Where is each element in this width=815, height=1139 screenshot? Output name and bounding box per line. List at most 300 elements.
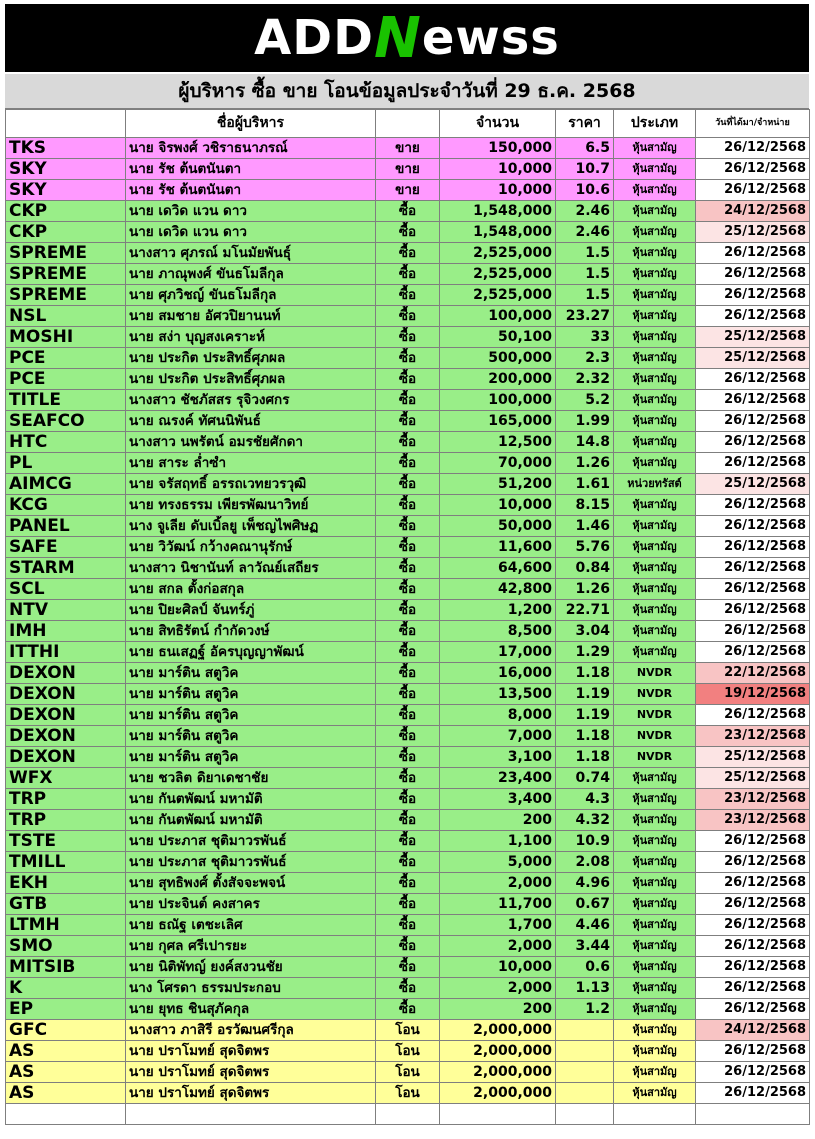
cell-symbol: NTV xyxy=(6,600,126,621)
empty-cell xyxy=(556,1104,614,1125)
header-name: ชื่อผู้บริหาร xyxy=(126,110,376,138)
header-amount: จำนวน xyxy=(440,110,556,138)
cell-date: 23/12/2568 xyxy=(696,789,810,810)
cell-action: ซื้อ xyxy=(376,516,440,537)
cell-amount: 50,100 xyxy=(440,327,556,348)
cell-price: 0.74 xyxy=(556,768,614,789)
cell-price: 2.3 xyxy=(556,348,614,369)
table-row xyxy=(6,747,810,768)
table-row xyxy=(6,222,810,243)
cell-type: หุ้นสามัญ xyxy=(614,1041,696,1062)
cell-price: 23.27 xyxy=(556,306,614,327)
cell-amount: 3,400 xyxy=(440,789,556,810)
header-price: ราคา xyxy=(556,110,614,138)
cell-symbol: K xyxy=(6,978,126,999)
cell-name: นาย ปราโมทย์ สุดจิตพร xyxy=(126,1062,376,1083)
cell-date: 26/12/2568 xyxy=(696,432,810,453)
table-row xyxy=(6,159,810,180)
cell-price: 0.6 xyxy=(556,957,614,978)
empty-cell xyxy=(440,1104,556,1125)
cell-amount: 8,000 xyxy=(440,705,556,726)
cell-price: 0.67 xyxy=(556,894,614,915)
cell-symbol: TITLE xyxy=(6,390,126,411)
cell-type: หุ้นสามัญ xyxy=(614,432,696,453)
cell-price: 14.8 xyxy=(556,432,614,453)
cell-action: ซื้อ xyxy=(376,873,440,894)
cell-date: 26/12/2568 xyxy=(696,642,810,663)
table-row xyxy=(6,1083,810,1104)
cell-date: 26/12/2568 xyxy=(696,957,810,978)
cell-type: หุ้นสามัญ xyxy=(614,1083,696,1104)
cell-price: 4.96 xyxy=(556,873,614,894)
cell-action: ซื้อ xyxy=(376,369,440,390)
cell-symbol: EP xyxy=(6,999,126,1020)
table-row xyxy=(6,978,810,999)
cell-name: นาย ประกิต ประสิทธิ์ศุภผล xyxy=(126,348,376,369)
cell-name: นาง จูเลีย ดับเบิ้ลยู เพ็ชญไพศิษฏ xyxy=(126,516,376,537)
cell-name: นาย ชวลิต ดิยาเดชาชัย xyxy=(126,768,376,789)
cell-symbol: SCL xyxy=(6,579,126,600)
cell-symbol: DEXON xyxy=(6,726,126,747)
cell-action: ซื้อ xyxy=(376,684,440,705)
cell-symbol: AS xyxy=(6,1083,126,1104)
cell-price: 2.46 xyxy=(556,201,614,222)
empty-cell xyxy=(6,1104,126,1125)
cell-price: 2.46 xyxy=(556,222,614,243)
table-row xyxy=(6,600,810,621)
cell-date: 26/12/2568 xyxy=(696,915,810,936)
table-row xyxy=(6,1041,810,1062)
cell-price: 8.15 xyxy=(556,495,614,516)
cell-symbol: AS xyxy=(6,1062,126,1083)
cell-name: นาย นิติพัทญ์ ยงค์สงวนชัย xyxy=(126,957,376,978)
cell-price: 5.76 xyxy=(556,537,614,558)
cell-symbol: AS xyxy=(6,1041,126,1062)
cell-action: ซื้อ xyxy=(376,327,440,348)
cell-date: 26/12/2568 xyxy=(696,516,810,537)
cell-type: NVDR xyxy=(614,747,696,768)
cell-name: นาย รัช ต้นตนันตา xyxy=(126,180,376,201)
cell-amount: 12,500 xyxy=(440,432,556,453)
cell-date: 26/12/2568 xyxy=(696,264,810,285)
cell-type: หุ้นสามัญ xyxy=(614,999,696,1020)
table-row xyxy=(6,768,810,789)
cell-name: นาย มาร์ติน สตูวิค xyxy=(126,663,376,684)
cell-type: หุ้นสามัญ xyxy=(614,453,696,474)
cell-amount: 8,500 xyxy=(440,621,556,642)
cell-date: 23/12/2568 xyxy=(696,810,810,831)
cell-date: 24/12/2568 xyxy=(696,201,810,222)
cell-date: 26/12/2568 xyxy=(696,978,810,999)
table-row xyxy=(6,705,810,726)
cell-symbol: SKY xyxy=(6,159,126,180)
cell-symbol: CKP xyxy=(6,201,126,222)
cell-price: 3.44 xyxy=(556,936,614,957)
cell-type: หุ้นสามัญ xyxy=(614,936,696,957)
cell-type: หุ้นสามัญ xyxy=(614,852,696,873)
cell-name: นาย ยุทธ ชินสุภัคกุล xyxy=(126,999,376,1020)
table-row xyxy=(6,684,810,705)
cell-action: ซื้อ xyxy=(376,201,440,222)
cell-symbol: NSL xyxy=(6,306,126,327)
cell-name: นาย กันตพัฒน์ มหามัติ xyxy=(126,789,376,810)
cell-date: 25/12/2568 xyxy=(696,474,810,495)
cell-symbol: SPREME xyxy=(6,264,126,285)
cell-amount: 1,200 xyxy=(440,600,556,621)
cell-price: 1.61 xyxy=(556,474,614,495)
cell-type: หุ้นสามัญ xyxy=(614,348,696,369)
cell-symbol: STARM xyxy=(6,558,126,579)
cell-action: โอน xyxy=(376,1020,440,1041)
table-row xyxy=(6,789,810,810)
cell-name: นาย กุศล ศรีเปารยะ xyxy=(126,936,376,957)
table-row xyxy=(6,1020,810,1041)
cell-date: 25/12/2568 xyxy=(696,747,810,768)
cell-price: 1.18 xyxy=(556,726,614,747)
empty-row xyxy=(6,1104,810,1125)
table-row xyxy=(6,474,810,495)
cell-action: ขาย xyxy=(376,159,440,180)
table-row xyxy=(6,936,810,957)
cell-amount: 100,000 xyxy=(440,306,556,327)
cell-action: ซื้อ xyxy=(376,495,440,516)
cell-amount: 2,000,000 xyxy=(440,1062,556,1083)
cell-price: 1.5 xyxy=(556,243,614,264)
cell-action: โอน xyxy=(376,1083,440,1104)
cell-type: หุ้นสามัญ xyxy=(614,957,696,978)
cell-amount: 2,000,000 xyxy=(440,1020,556,1041)
cell-symbol: DEXON xyxy=(6,663,126,684)
cell-name: นาย ปราโมทย์ สุดจิตพร xyxy=(126,1041,376,1062)
table-row xyxy=(6,957,810,978)
cell-symbol: KCG xyxy=(6,495,126,516)
cell-price: 1.46 xyxy=(556,516,614,537)
cell-date: 26/12/2568 xyxy=(696,369,810,390)
cell-date: 26/12/2568 xyxy=(696,243,810,264)
cell-date: 26/12/2568 xyxy=(696,159,810,180)
cell-symbol: TRP xyxy=(6,789,126,810)
cell-action: โอน xyxy=(376,1062,440,1083)
cell-action: ซื้อ xyxy=(376,537,440,558)
cell-action: ซื้อ xyxy=(376,768,440,789)
cell-price: 1.26 xyxy=(556,579,614,600)
table-row xyxy=(6,327,810,348)
cell-name: นาย ภาณุพงศ์ ขันธโมลีกุล xyxy=(126,264,376,285)
cell-date: 26/12/2568 xyxy=(696,285,810,306)
cell-symbol: EKH xyxy=(6,873,126,894)
cell-action: ซื้อ xyxy=(376,390,440,411)
table-row xyxy=(6,831,810,852)
cell-symbol: SKY xyxy=(6,180,126,201)
cell-action: ขาย xyxy=(376,180,440,201)
cell-name: นาย จรัสฤทธิ์ อรรถเวทยวรวุฒิ xyxy=(126,474,376,495)
cell-name: นาย ธนเสฏฐ์ อัครบุญญาพัฒน์ xyxy=(126,642,376,663)
cell-date: 26/12/2568 xyxy=(696,579,810,600)
cell-symbol: MITSIB xyxy=(6,957,126,978)
cell-name: นาย ธณัฐ เตชะเลิศ xyxy=(126,915,376,936)
cell-date: 26/12/2568 xyxy=(696,138,810,159)
empty-cell xyxy=(614,1104,696,1125)
cell-amount: 10,000 xyxy=(440,159,556,180)
table-row xyxy=(6,201,810,222)
cell-amount: 23,400 xyxy=(440,768,556,789)
page-title: ผู้บริหาร ซื้อ ขาย โอนข้อมูลประจำวันที่ 29 ธ.ค. 2568 xyxy=(5,74,809,109)
cell-price: 10.7 xyxy=(556,159,614,180)
cell-price: 1.29 xyxy=(556,642,614,663)
cell-price: 4.3 xyxy=(556,789,614,810)
cell-name: นางสาว ภาสิรี อรวัฒนศรีกุล xyxy=(126,1020,376,1041)
table-row xyxy=(6,915,810,936)
cell-date: 26/12/2568 xyxy=(696,621,810,642)
cell-amount: 2,525,000 xyxy=(440,243,556,264)
table-row xyxy=(6,138,810,159)
cell-symbol: SMO xyxy=(6,936,126,957)
cell-type: NVDR xyxy=(614,705,696,726)
cell-price xyxy=(556,1020,614,1041)
cell-date: 26/12/2568 xyxy=(696,411,810,432)
cell-amount: 11,700 xyxy=(440,894,556,915)
cell-amount: 1,700 xyxy=(440,915,556,936)
table-row xyxy=(6,348,810,369)
cell-action: ซื้อ xyxy=(376,579,440,600)
cell-symbol: HTC xyxy=(6,432,126,453)
cell-type: หุ้นสามัญ xyxy=(614,495,696,516)
cell-type: หุ้นสามัญ xyxy=(614,621,696,642)
cell-price xyxy=(556,1083,614,1104)
cell-type: หุ้นสามัญ xyxy=(614,558,696,579)
cell-date: 26/12/2568 xyxy=(696,453,810,474)
cell-symbol: LTMH xyxy=(6,915,126,936)
cell-type: หุ้นสามัญ xyxy=(614,264,696,285)
cell-name: นาย เดวิด แวน ดาว xyxy=(126,201,376,222)
cell-price: 1.18 xyxy=(556,747,614,768)
table-row xyxy=(6,642,810,663)
cell-date: 25/12/2568 xyxy=(696,327,810,348)
cell-date: 26/12/2568 xyxy=(696,390,810,411)
cell-symbol: TRP xyxy=(6,810,126,831)
header-symbol xyxy=(6,110,126,138)
cell-amount: 13,500 xyxy=(440,684,556,705)
cell-action: ซื้อ xyxy=(376,348,440,369)
cell-date: 25/12/2568 xyxy=(696,222,810,243)
cell-price: 1.5 xyxy=(556,264,614,285)
cell-amount: 51,200 xyxy=(440,474,556,495)
cell-type: หุ้นสามัญ xyxy=(614,222,696,243)
cell-type: หุ้นสามัญ xyxy=(614,411,696,432)
cell-amount: 1,548,000 xyxy=(440,201,556,222)
cell-name: นาย สง่า บุญสงเคราะห์ xyxy=(126,327,376,348)
cell-amount: 5,000 xyxy=(440,852,556,873)
table-row xyxy=(6,264,810,285)
cell-action: ซื้อ xyxy=(376,285,440,306)
cell-amount: 2,000,000 xyxy=(440,1083,556,1104)
cell-type: หุ้นสามัญ xyxy=(614,369,696,390)
cell-name: นาย มาร์ติน สตูวิค xyxy=(126,747,376,768)
cell-price: 2.32 xyxy=(556,369,614,390)
cell-date: 26/12/2568 xyxy=(696,894,810,915)
cell-amount: 2,000 xyxy=(440,936,556,957)
cell-name: นางสาว ศุภรณ์ มโนมัยพันธุ์ xyxy=(126,243,376,264)
table-row xyxy=(6,411,810,432)
cell-name: นาย เดวิด แวน ดาว xyxy=(126,222,376,243)
cell-type: หุ้นสามัญ xyxy=(614,327,696,348)
table-row xyxy=(6,432,810,453)
cell-amount: 1,548,000 xyxy=(440,222,556,243)
cell-type: หุ้นสามัญ xyxy=(614,306,696,327)
cell-date: 26/12/2568 xyxy=(696,558,810,579)
cell-action: ขาย xyxy=(376,138,440,159)
cell-symbol: SEAFCO xyxy=(6,411,126,432)
header-action xyxy=(376,110,440,138)
cell-amount: 2,525,000 xyxy=(440,264,556,285)
table-row xyxy=(6,999,810,1020)
cell-action: ซื้อ xyxy=(376,243,440,264)
cell-date: 26/12/2568 xyxy=(696,1062,810,1083)
cell-action: ซื้อ xyxy=(376,915,440,936)
cell-amount: 165,000 xyxy=(440,411,556,432)
cell-amount: 200 xyxy=(440,810,556,831)
cell-date: 26/12/2568 xyxy=(696,831,810,852)
cell-action: ซื้อ xyxy=(376,852,440,873)
cell-name: นาย กันตพัฒน์ มหามัติ xyxy=(126,810,376,831)
cell-name: นาย ปราโมทย์ สุดจิตพร xyxy=(126,1083,376,1104)
table-row xyxy=(6,558,810,579)
table-row xyxy=(6,369,810,390)
cell-date: 23/12/2568 xyxy=(696,726,810,747)
cell-symbol: PCE xyxy=(6,348,126,369)
cell-price: 1.2 xyxy=(556,999,614,1020)
table-row xyxy=(6,663,810,684)
cell-price xyxy=(556,1062,614,1083)
cell-action: ซื้อ xyxy=(376,453,440,474)
cell-price: 1.5 xyxy=(556,285,614,306)
cell-action: ซื้อ xyxy=(376,432,440,453)
cell-symbol: IMH xyxy=(6,621,126,642)
cell-amount: 10,000 xyxy=(440,495,556,516)
logo-text-n: N xyxy=(373,5,422,71)
cell-name: นาย มาร์ติน สตูวิค xyxy=(126,705,376,726)
cell-date: 26/12/2568 xyxy=(696,999,810,1020)
cell-action: ซื้อ xyxy=(376,663,440,684)
cell-price: 1.99 xyxy=(556,411,614,432)
cell-date: 26/12/2568 xyxy=(696,495,810,516)
cell-amount: 64,600 xyxy=(440,558,556,579)
cell-symbol: AIMCG xyxy=(6,474,126,495)
cell-amount: 2,000 xyxy=(440,978,556,999)
cell-date: 26/12/2568 xyxy=(696,936,810,957)
cell-name: นางสาว นิชานันท์ ลาวัณย์เสถียร xyxy=(126,558,376,579)
cell-name: นาย สิทธิรัตน์ กำกัดวงษ์ xyxy=(126,621,376,642)
cell-symbol: CKP xyxy=(6,222,126,243)
table-row xyxy=(6,495,810,516)
cell-type: หุ้นสามัญ xyxy=(614,789,696,810)
table-row xyxy=(6,852,810,873)
cell-amount: 200,000 xyxy=(440,369,556,390)
table-row xyxy=(6,306,810,327)
cell-action: ซื้อ xyxy=(376,747,440,768)
cell-amount: 2,525,000 xyxy=(440,285,556,306)
cell-symbol: WFX xyxy=(6,768,126,789)
table-row xyxy=(6,873,810,894)
cell-symbol: GTB xyxy=(6,894,126,915)
cell-price: 1.18 xyxy=(556,663,614,684)
cell-type: หุ้นสามัญ xyxy=(614,768,696,789)
cell-amount: 11,600 xyxy=(440,537,556,558)
table-row xyxy=(6,243,810,264)
cell-type: หุ้นสามัญ xyxy=(614,600,696,621)
table-row xyxy=(6,285,810,306)
cell-price: 1.13 xyxy=(556,978,614,999)
cell-price: 4.46 xyxy=(556,915,614,936)
header-type: ประเภท xyxy=(614,110,696,138)
logo-text-ewss: ewss xyxy=(421,10,560,66)
cell-amount: 42,800 xyxy=(440,579,556,600)
cell-name: นาย วิวัฒน์ กว้างคณานุรักษ์ xyxy=(126,537,376,558)
cell-type: หุ้นสามัญ xyxy=(614,159,696,180)
cell-type: หุ้นสามัญ xyxy=(614,831,696,852)
cell-type: หุ้นสามัญ xyxy=(614,516,696,537)
cell-action: ซื้อ xyxy=(376,810,440,831)
cell-type: หุ้นสามัญ xyxy=(614,201,696,222)
cell-date: 26/12/2568 xyxy=(696,180,810,201)
cell-type: หุ้นสามัญ xyxy=(614,138,696,159)
cell-action: ซื้อ xyxy=(376,705,440,726)
cell-type: หุ้นสามัญ xyxy=(614,810,696,831)
table-row xyxy=(6,726,810,747)
cell-action: ซื้อ xyxy=(376,789,440,810)
table-row xyxy=(6,810,810,831)
cell-action: ซื้อ xyxy=(376,264,440,285)
empty-cell xyxy=(376,1104,440,1125)
logo-text-add: ADD xyxy=(254,10,374,66)
cell-type: หุ้นสามัญ xyxy=(614,180,696,201)
table-row xyxy=(6,894,810,915)
cell-action: ซื้อ xyxy=(376,222,440,243)
cell-name: นาย ประกิต ประสิทธิ์ศุภผล xyxy=(126,369,376,390)
insider-trades-table xyxy=(5,109,810,1125)
cell-name: นาย สุทธิพงศ์ ตั้งสัจจะพจน์ xyxy=(126,873,376,894)
cell-date: 26/12/2568 xyxy=(696,600,810,621)
header-date: วันที่ได้มา/จำหน่าย xyxy=(696,110,810,138)
cell-price: 3.04 xyxy=(556,621,614,642)
cell-type: หุ้นสามัญ xyxy=(614,873,696,894)
cell-name: นาย ประภาส ชุติมาวรพันธ์ xyxy=(126,852,376,873)
cell-date: 26/12/2568 xyxy=(696,705,810,726)
table-header-row xyxy=(6,110,810,138)
cell-amount: 3,100 xyxy=(440,747,556,768)
cell-type: หุ้นสามัญ xyxy=(614,579,696,600)
cell-symbol: DEXON xyxy=(6,747,126,768)
cell-symbol: PL xyxy=(6,453,126,474)
cell-amount: 150,000 xyxy=(440,138,556,159)
cell-symbol: SPREME xyxy=(6,285,126,306)
cell-action: ซื้อ xyxy=(376,474,440,495)
cell-name: นางสาว นพรัตน์ อมรชัยศักดา xyxy=(126,432,376,453)
cell-type: หน่วยทรัสต์ xyxy=(614,474,696,495)
table-row xyxy=(6,621,810,642)
cell-type: หุ้นสามัญ xyxy=(614,894,696,915)
cell-amount: 50,000 xyxy=(440,516,556,537)
cell-type: หุ้นสามัญ xyxy=(614,243,696,264)
cell-price: 5.2 xyxy=(556,390,614,411)
cell-amount: 2,000,000 xyxy=(440,1041,556,1062)
cell-name: นาย ปิยะศิลป์ จันทร์ภู่ xyxy=(126,600,376,621)
cell-name: นาย ทรงธรรม เพียรพัฒนาวิทย์ xyxy=(126,495,376,516)
cell-symbol: GFC xyxy=(6,1020,126,1041)
table-row xyxy=(6,180,810,201)
cell-action: โอน xyxy=(376,1041,440,1062)
cell-price: 33 xyxy=(556,327,614,348)
